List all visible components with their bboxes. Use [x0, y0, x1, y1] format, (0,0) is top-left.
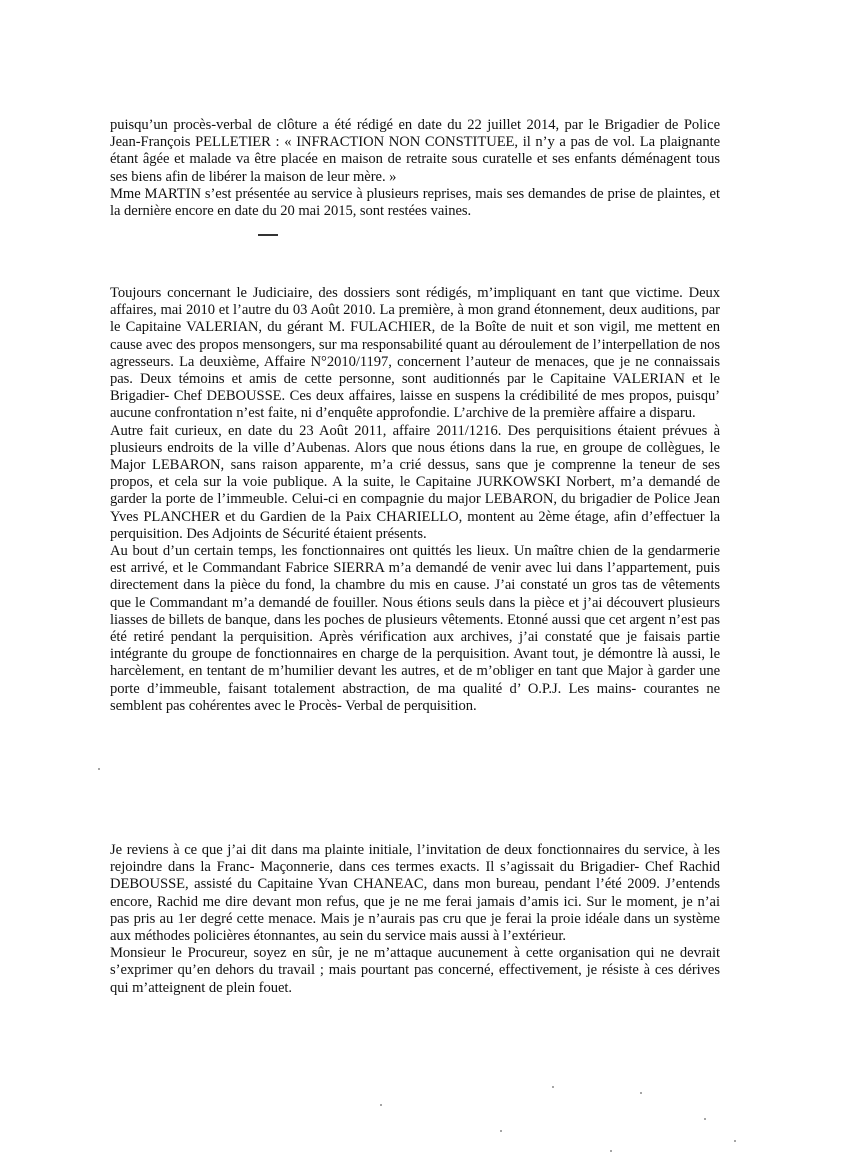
- text-section-continuation: [110, 117, 720, 220]
- scan-speck: [552, 1086, 554, 1088]
- text-section-franc-maconnerie: [110, 842, 720, 997]
- text-section-judiciaire: [110, 285, 720, 715]
- scan-speck: [500, 1130, 502, 1132]
- paragraph-monsieur-le-procureur: Monsieur le Procureur, soyez en sûr, je ne m’attaque aucunement à cette organisation qui ne devrait s’exprimer qu’en dehors du travail ; mais pourtant pas concerné, effectivement, je résiste à ces dérives qui m’atteignent de plein fouet.: [110, 945, 720, 996]
- scan-speck: [610, 1150, 612, 1152]
- scan-speck: [380, 1104, 382, 1106]
- scan-speck: [734, 1140, 736, 1142]
- paragraph-maitre-chien: Au bout d’un certain temps, les fonctionnaires ont quittés les lieux. Un maître chien de la gendarmerie est arrivé, et le Commandant Fabrice SIERRA m’a demandé de venir avec lui dans l’appartement, puis directement dans la pièce du fond, la chambre du mis en cause. J’ai constaté un gros tas de vêtements que le Commandant m’a demandé de fouiller. Nous étions seuls dans la pièce et j’ai découvert plusieurs liasses de billets de banque, dans les poches de plusieurs vêtements. Etonné aussi que cet argent n’est pas été retiré pendant la perquisition. Après vérification aux archives, j’ai constaté que je faisais partie intégrante du groupe de fonctionnaires en charge de la perquisition. Avant tout, je démontre là aussi, le harcèlement, en tentant de m’humilier devant les autres, et de m’obliger en tant que Major à garder une porte d’immeuble, faisant totalement abstraction, de ma qualité d’ O.P.J. Les mains- courantes ne semblent pas cohérentes avec le Procès- Verbal de perquisition.: [110, 543, 720, 714]
- paragraph-deux-affaires: Toujours concernant le Judiciaire, des dossiers sont rédigés, m’impliquant en tant que victime. Deux affaires, mai 2010 et l’autre du 03 Août 2010. La première, à mon grand étonnement, deux auditions, par le Capitaine VALERIAN, du gérant M. FULACHIER, de la Boîte de nuit et son vigil, me mettent en cause avec des propos mensongers, sur ma responsabilité quant au déroulement de l’interpellation de nos agresseurs. La deuxième, Affaire N°2010/1197, concernent l’auteur de menaces, que je ne connaissais pas. Deux témoins et amis de cette personne, sont auditionnés par le Capitaine VALERIAN et le Brigadier- Chef DEBOUSSE. Ces deux affaires, laisse en suspens la crédibilité de mes propos, puisqu’ aucune confrontation n’est faite, ni d’enquête approfondie. L’archive de la première affaire a disparu.: [110, 285, 720, 422]
- paragraph-plainte-initiale: Je reviens à ce que j’ai dit dans ma plainte initiale, l’invitation de deux fonctionnaires du service, à les rejoindre dans la Franc- Maçonnerie, dans ces termes exacts. Il s’agissait du Brigadier- Chef Rachid DEBOUSSE, assisté du Capitaine Yvan CHANEAC, dans mon bureau, pendant l’été 2009. J’entends encore, Rachid me dire devant mon refus, que je ne me ferai jamais d’amis ici. Sur le moment, je n’ai pas pris au 1er degré cette menace. Mais je n’aurais pas cru que je ferai la proie idéale dans un système aux méthodes policières étonnantes, au sein du service mais aussi à l’extérieur.: [110, 842, 720, 945]
- scan-speck: [98, 768, 100, 770]
- paragraph-closing-report: puisqu’un procès-verbal de clôture a été rédigé en date du 22 juillet 2014, par le Brigadier de Police Jean-François PELLETIER : « INFRACTION NON CONSTITUEE, il n’y a pas de vol. La plaignante étant âgée et malade va être placée en maison de retraite sous curatelle et ses enfants déménagent tous ses biens afin de libérer la maison de leur mère. »: [110, 117, 720, 185]
- paragraph-perquisitions-aubenas: Autre fait curieux, en date du 23 Août 2011, affaire 2011/1216. Des perquisitions étaient prévues à plusieurs endroits de la ville d’Aubenas. Alors que nous étions dans la rue, en groupe de collègues, le Major LEBARON, sans raison apparente, m’a crié dessus, sans que je comprenne la teneur de ses propos, et cela sur la voie publique. A la suite, le Capitaine JURKOWSKI Norbert, m’a demandé de garder la porte de l’immeuble. Celui-ci en compagnie du major LEBARON, du brigadier de Police Jean Yves PLANCHER et du Gardien de la Paix CHARIELLO, montent au 2ème étage, afin d’effectuer la perquisition. Des Adjoints de Sécurité étaient présents.: [110, 422, 720, 542]
- scan-speck: [640, 1092, 642, 1094]
- scan-speck: [704, 1118, 706, 1120]
- paragraph-mme-martin: Mme MARTIN s’est présentée au service à plusieurs reprises, mais ses demandes de prise de plaintes, et la dernière encore en date du 20 mai 2015, sont restées vaines.: [110, 185, 720, 220]
- handwritten-dash-mark: [258, 234, 278, 236]
